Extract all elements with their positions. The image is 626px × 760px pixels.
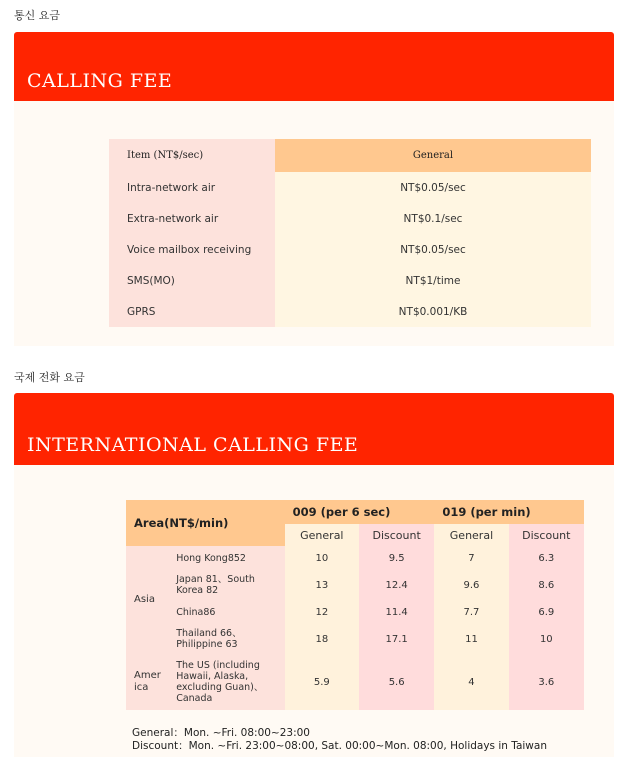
item-cell: GPRS (109, 296, 275, 327)
banner-title: INTERNATIONAL CALLING FEE (27, 434, 359, 456)
footnote-general-hours: General：Mon. ~Fri. 08:00~23:00 (132, 727, 310, 739)
country-cell: Japan 81、South Korea 82 (172, 570, 284, 600)
value-cell: 11 (434, 624, 508, 654)
item-cell: Intra-network air (109, 172, 275, 203)
general-cell: NT$1/time (275, 265, 591, 296)
value-cell: 10 (285, 546, 359, 570)
value-cell: 12 (285, 600, 359, 624)
value-cell: 4 (434, 654, 508, 710)
calling-fee-banner (14, 32, 614, 101)
region-cell-america: Amer ica (126, 654, 172, 710)
general-cell: NT$0.05/sec (275, 172, 591, 203)
value-cell: 12.4 (359, 570, 434, 600)
table-row (126, 570, 584, 600)
table-row (109, 203, 591, 234)
value-cell: 5.6 (359, 654, 434, 710)
region-cell-asia: Asia (126, 546, 172, 654)
banner-title: CALLING FEE (27, 70, 173, 92)
section-label-calling-fee: 통신 요금 (14, 9, 61, 22)
general-cell: NT$0.05/sec (275, 234, 591, 265)
value-cell: 10 (509, 624, 584, 654)
item-cell: Voice mailbox receiving (109, 234, 275, 265)
value-cell: 11.4 (359, 600, 434, 624)
table-row (126, 546, 584, 570)
column-header-general: General (275, 139, 591, 172)
general-cell: NT$0.1/sec (275, 203, 591, 234)
value-cell: 13 (285, 570, 359, 600)
value-cell: 9.6 (434, 570, 508, 600)
country-cell: Thailand 66、Philippine 63 (172, 624, 284, 654)
value-cell: 6.3 (509, 546, 584, 570)
value-cell: 8.6 (509, 570, 584, 600)
value-cell: 7.7 (434, 600, 508, 624)
country-cell: China86 (172, 600, 284, 624)
table-row (126, 624, 584, 654)
section-label-international-calling-fee: 국제 전화 요금 (14, 371, 85, 384)
table-row (109, 265, 591, 296)
value-cell: 3.6 (509, 654, 584, 710)
value-cell: 17.1 (359, 624, 434, 654)
footnote-discount-hours: Discount：Mon. ~Fri. 23:00~08:00, Sat. 00:00~Mon. 08:00, Holidays in Taiwan (132, 740, 547, 752)
value-cell: 6.9 (509, 600, 584, 624)
column-header-area: Area(NT$/min) (126, 500, 285, 546)
value-cell: 5.9 (285, 654, 359, 710)
country-cell: The US (including Hawaii, Alaska, excluding Guan)、Canada (172, 654, 284, 710)
table-row (109, 296, 591, 327)
value-cell: 7 (434, 546, 508, 570)
sub-header-general: General (285, 524, 359, 546)
sub-header-discount: Discount (509, 524, 584, 546)
table-row (126, 600, 584, 624)
international-calling-fee-banner (14, 393, 614, 465)
item-cell: SMS(MO) (109, 265, 275, 296)
table-row (126, 654, 584, 710)
table-row (109, 172, 591, 203)
country-cell: Hong Kong852 (172, 546, 284, 570)
sub-header-general: General (434, 524, 508, 546)
column-header-009: 009 (per 6 sec) (285, 500, 435, 524)
calling-fee-table (109, 139, 591, 327)
column-header-019: 019 (per min) (434, 500, 584, 524)
value-cell: 18 (285, 624, 359, 654)
column-header-item: Item (NT$/sec) (109, 139, 275, 172)
item-cell: Extra-network air (109, 203, 275, 234)
general-cell: NT$0.001/KB (275, 296, 591, 327)
table-row (109, 234, 591, 265)
value-cell: 9.5 (359, 546, 434, 570)
sub-header-discount: Discount (359, 524, 434, 546)
international-calling-fee-table (126, 500, 584, 710)
